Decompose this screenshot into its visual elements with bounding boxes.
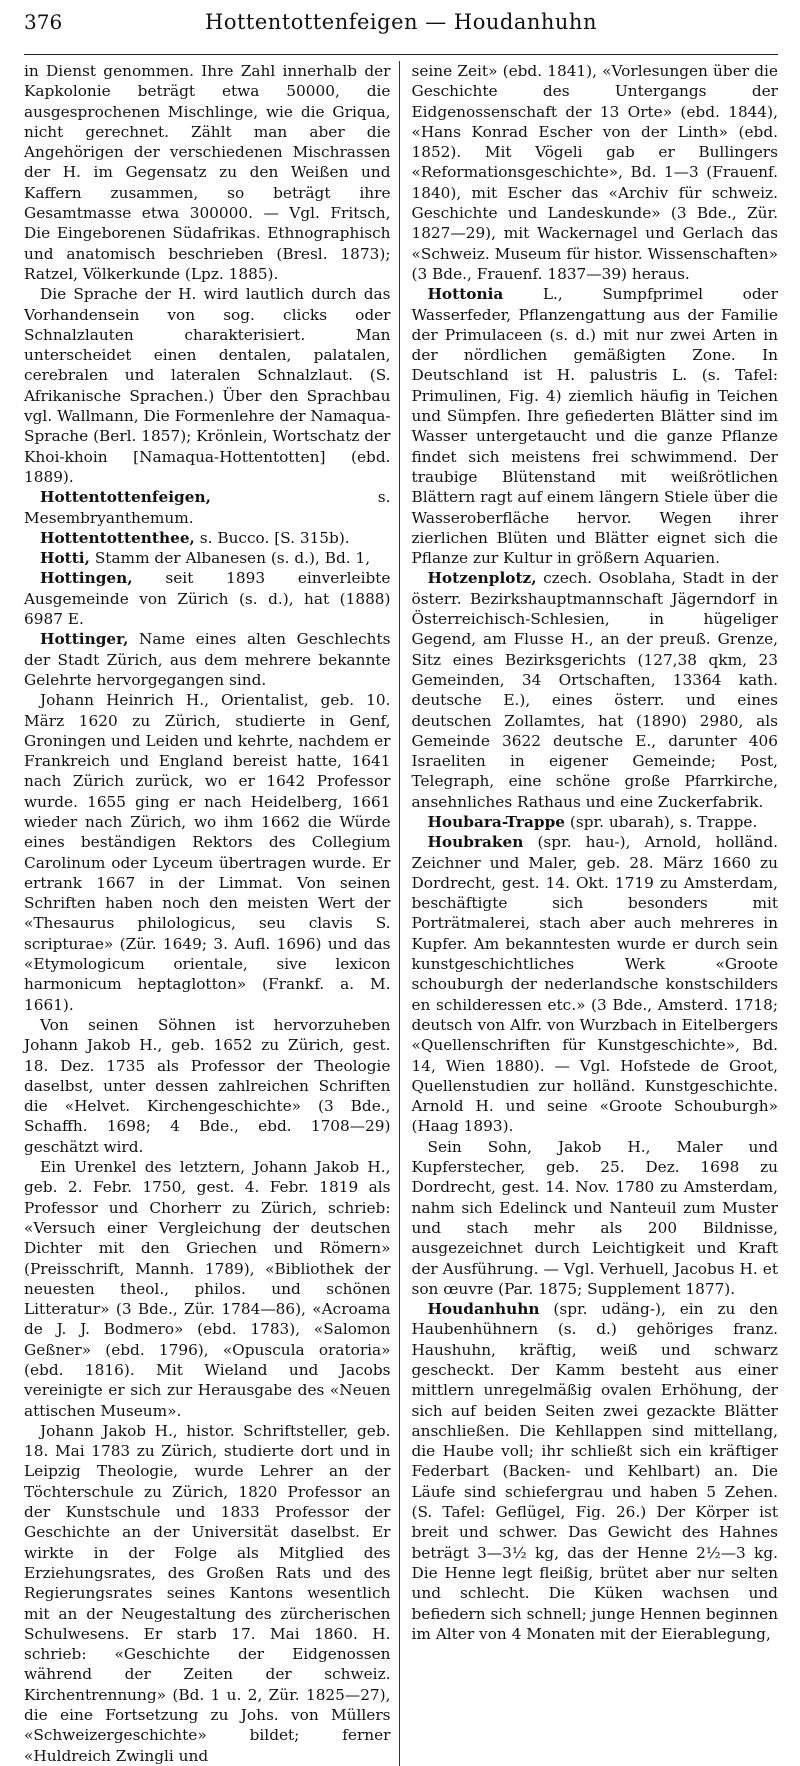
paragraph-text: Ein Urenkel des letztern, Johann Jakob H., geb. 2. Febr. 1750, gest. 4. Febr. 1819 als Professor und Chorherr zu Zürich, schrieb: «Versuch einer Vergleichung der deutschen Dichter mit den Griechen und Römern» (Preisschrift, Mannh. 1789), «Bibliothek der neuesten theol., philos. und schönen Litteratur» (3 Bde., Zür. 1784—86), «Acroama de J. J. Bodmero» (ebd. 1783), «Salomon Geßner» (ebd. 1796), «Opuscula oratoria» (ebd. 1816). Mit Wieland und Jacobs vereinigte er sich zur Herausgabe des «Neuen attischen Museum». — [24, 1158, 391, 1420]
entry-headword: Houbara-Trappe — [427, 812, 566, 831]
dictionary-entry — [411, 284, 778, 568]
paragraph-text: Johann Jakob H., histor. Schriftsteller, geb. 18. Mai 1783 zu Zürich, studierte dort und in Leipzig Theologie, wurde Lehrer an der Töchterschule zu Zürich, 1820 Professor an der Kunstschule und 1833 Professor der Geschichte an der Universität daselbst. Er wirkte in der Folge als Mitglied des Erziehungsrates, des Großen Rats und des Regierungsrates seines Kantons wesentlich mit an der Neugestaltung des zürcherischen Schulwesens. Er starb 17. Mai 1860. H. schrieb: «Geschichte der Eidgenossen während der Zeiten der schweiz. Kirchentrennung» (Bd. 1 u. 2, Zür. 1825—27), die eine Fortsetzung zu Johs. von Müllers «Schweizergeschichte» bildet; ferner «Huldreich Zwingli und — [24, 1421, 391, 1765]
paragraph-text: czech. Osoblaha, Stadt in der österr. Bezirkshauptmannschaft Jägerndorf in Österreichisch-Schlesien, in hügeliger Gegend, am Flusse H., an der preuß. Grenze, Sitz eines Bezirksgerichts (127,38 qkm, 23 Gemeinden, 34 Ortschaften, 13364 kath. deutsche E.), eines österr. und eines deutschen Zollamtes, hat (1890) 2980, als Gemeinde 3622 deutsche E., darunter 406 Israeliten in eigener Gemeinde; Post, Telegraph, eine schöne große Pfarrkirche, ansehnliches Rathaus und eine Zuckerfabrik. — [411, 569, 778, 811]
paragraph-text: Stamm der Albanesen (s. d.), Bd. 1, — [94, 549, 371, 568]
dictionary-entry — [24, 487, 391, 528]
dictionary-entry — [24, 629, 391, 690]
entry-headword: Hottinger, — [40, 630, 129, 649]
dictionary-entry — [411, 812, 778, 832]
entry-paragraph — [24, 1015, 391, 1157]
entry-headword: Houbraken — [427, 833, 524, 852]
paragraph-text: seit 1893 einverleibte Ausgemeinde von Zürich (s. d.), hat (1888) 6987 E. — [24, 569, 391, 629]
page-number: 376 — [24, 10, 63, 34]
dictionary-entry — [24, 548, 391, 568]
entry-headword: Hotzenplotz, — [427, 569, 537, 588]
entry-paragraph — [24, 1421, 391, 1766]
continued-paragraph — [24, 61, 391, 284]
column-divider — [399, 61, 400, 1766]
paragraph-text: Die Sprache der H. wird lautlich durch das Vorhandensein von sog. clicks oder Schnalzlauten charakterisiert. Man unterscheidet einen dentalen, palatalen, cerebralen und lateralen Schnalzlaut. (S. Afrikanische Sprachen.) Über den Sprachbau vgl. Wallmann, Die Formenlehre der Namaqua-Sprache (Berl. 1857); Krönlein, Wortschatz der Khoi-khoin [Namaqua-Hottentotten] (ebd. 1889). — [24, 285, 391, 486]
paragraph-text: s. Bucco. [S. 315b). — [199, 528, 350, 547]
dictionary-entry — [24, 528, 391, 548]
entry-headword: Hotti, — [40, 549, 90, 568]
running-title: Hottentottenfeigen — Houdanhuhn — [205, 10, 597, 34]
entry-paragraph — [24, 284, 391, 487]
paragraph-text: L., Sumpfprimel oder Wasserfeder, Pflanzengattung aus der Familie der Primulaceen (s. d.) mit nur zwei Arten in der nördlichen gemäßigten Zone. In Deutschland ist H. palustris L. (s. Tafel: Primulinen, Fig. 4) ziemlich häufig in Teichen und Sümpfen. Ihre gefiederten Blätter sind im Wasser untergetaucht und die ganze Pflanze findet sich meistens frei schwimmend. Der traubige Blütenstand mit weißrötlichen Blättern ragt auf einem längern Stiele über die Wasseroberfläche hervor. Wegen ihrer zierlichen Blüten und Blätter eignet sich die Pflanze zur Kultur in größern Aquarien. — [411, 285, 778, 568]
paragraph-text: seine Zeit» (ebd. 1841), «Vorlesungen über die Geschichte des Untergangs der Eidgenossenschaft der 13 Orte» (ebd. 1844), «Hans Konrad Escher von der Linth» (ebd. 1852). Mit Vögeli gab er Bullingers «Reformationsgeschichte», Bd. 1—3 (Frauenf. 1840), mit Escher das «Archiv für schweiz. Geschichte und Landeskunde» (3 Bde., Zür. 1827—29), mit Wackernagel und Gerlach das «Schweiz. Museum für histor. Wissenschaften» (3 Bde., Frauenf. 1837—39) heraus. — [411, 62, 778, 283]
dictionary-entry — [411, 1299, 778, 1644]
entry-headword: Hottentottenfeigen, — [40, 488, 211, 507]
entry-paragraph — [24, 1157, 391, 1421]
right-column — [407, 61, 778, 1766]
paragraph-text: (spr. hau-), Arnold, holländ. Zeichner und Maler, geb. 28. März 1660 zu Dordrecht, gest. 14. Okt. 1719 zu Amsterdam, beschäftigte sich besonders mit Porträtmalerei, stach aber auch mehreres in Kupfer. Am bekanntesten wurde er durch sein kunstgeschichtliches Werk «Groote schouburgh der nederlandsche konstschilders en schilderessen etc.» (3 Bde., Amsterd. 1718; deutsch von Alfr. von Wurzbach in Eitelbergers «Quellenschriften für Kunstgeschichte», Bd. 14, Wien 1880). — Vgl. Hofstede de Groot, Quellenstudien zur holländ. Kunstgeschichte. Arnold H. und seine «Groote Schouburgh» (Haag 1893). — [411, 833, 778, 1136]
paragraph-text: Sein Sohn, Jakob H., Maler und Kupferstecher, geb. 25. Dez. 1698 zu Dordrecht, gest. 14. Nov. 1780 zu Amsterdam, nahm sich Edelinck und Nanteuil zum Muster und stach mehr als 200 Bildnisse, ausgezeichnet durch Leichtigkeit und Kraft der Ausführung. — Vgl. Verhuell, Jacobus H. et son œuvre (Par. 1875; Supplement 1877). — [411, 1137, 778, 1298]
dictionary-entry — [24, 568, 391, 629]
paragraph-text: (spr. udäng-), ein zu den Haubenhühnern (s. d.) gehöriges franz. Haushuhn, kräftig, weiß und schwarz gescheckt. Der Kamm besteht aus einer mittlern unregelmäßig ovalen Erhöhung, der sich auf beiden Seiten zwei gezackte Blätter anschließen. Die Kehllappen sind mittellang, die Haube voll; ihr schließt sich ein kräftiger Federbart (Backen- und Kehlbart) an. Die Läufe sind schiefergrau und haben 5 Zehen. (S. Tafel: Geflügel, Fig. 26.) Der Körper ist breit und schwer. Das Gewicht des Hahnes beträgt 3—3½ kg, das der Henne 2½—3 kg. Die Henne legt fleißig, brütet aber nur selten und schlecht. Die Küken wachsen und befiedern sich schnell; junge Hennen beginnen im Alter von 4 Monaten mit der Eierablegung, — [411, 1300, 778, 1643]
entry-paragraph — [24, 690, 391, 1015]
continued-paragraph — [411, 61, 778, 284]
entry-paragraph — [411, 1137, 778, 1299]
left-column — [24, 61, 399, 1766]
dictionary-entry — [411, 832, 778, 1136]
entry-headword: Houdanhuhn — [427, 1300, 540, 1319]
paragraph-text: s. Mesembryanthemum. — [24, 488, 391, 527]
entry-headword: Hottingen, — [40, 569, 133, 588]
text-columns — [24, 61, 778, 1766]
paragraph-text: Name eines alten Geschlechts der Stadt Zürich, aus dem mehrere bekannte Gelehrte hervorgegangen sind. — [24, 630, 391, 689]
dictionary-entry — [411, 568, 778, 812]
entry-headword: Hottentottenthee, — [40, 528, 195, 547]
page-header — [24, 10, 778, 55]
paragraph-text: in Dienst genommen. Ihre Zahl innerhalb der Kapkolonie beträgt etwa 50000, die ausgesprochenen Mischlinge, wie die Griqua, nicht gerechnet. Zählt man aber die Angehörigen der verschiedenen Mischrassen der H. im Gegensatz zu den Weißen und Kaffern zusammen, so beträgt ihre Gesamtmasse etwa 300000. — Vgl. Fritsch, Die Eingeborenen Südafrikas. Ethnographisch und anatomisch beschrieben (Bresl. 1873); Ratzel, Völkerkunde (Lpz. 1885). — [24, 62, 391, 283]
paragraph-text: (spr. ubarah), s. Trappe. — [569, 812, 758, 831]
paragraph-text: Von seinen Söhnen ist hervorzuheben Johann Jakob H., geb. 1652 zu Zürich, gest. 18. Dez. 1735 als Professor der Theologie daselbst, unter dessen zahlreichen Schriften die «Helvet. Kirchengeschichte» (3 Bde., Schaffh. 1698; 4 Bde., ebd. 1708—29) geschätzt wird. — [24, 1015, 391, 1156]
paragraph-text: Johann Heinrich H., Orientalist, geb. 10. März 1620 zu Zürich, studierte in Genf, Groningen und Leiden und kehrte, nachdem er Frankreich und England bereist hatte, 1641 nach Zürich zurück, wo er 1642 Professor wurde. 1655 ging er nach Heidelberg, 1661 wieder nach Zürich, wo ihm 1662 die Würde eines beständigen Rektors des Collegium Carolinum oder Lyceum übertragen wurde. Er ertrank 1667 in der Limmat. Von seinen Schriften haben noch den meisten Wert der «Thesaurus philologicus, seu clavis S. scripturae» (Zür. 1649; 3. Aufl. 1696) und das «Etymologicum orientale, sive lexicon harmonicum heptaglotton» (Frankf. a. M. 1661). — [24, 691, 391, 1014]
entry-headword: Hottonia — [427, 285, 504, 304]
